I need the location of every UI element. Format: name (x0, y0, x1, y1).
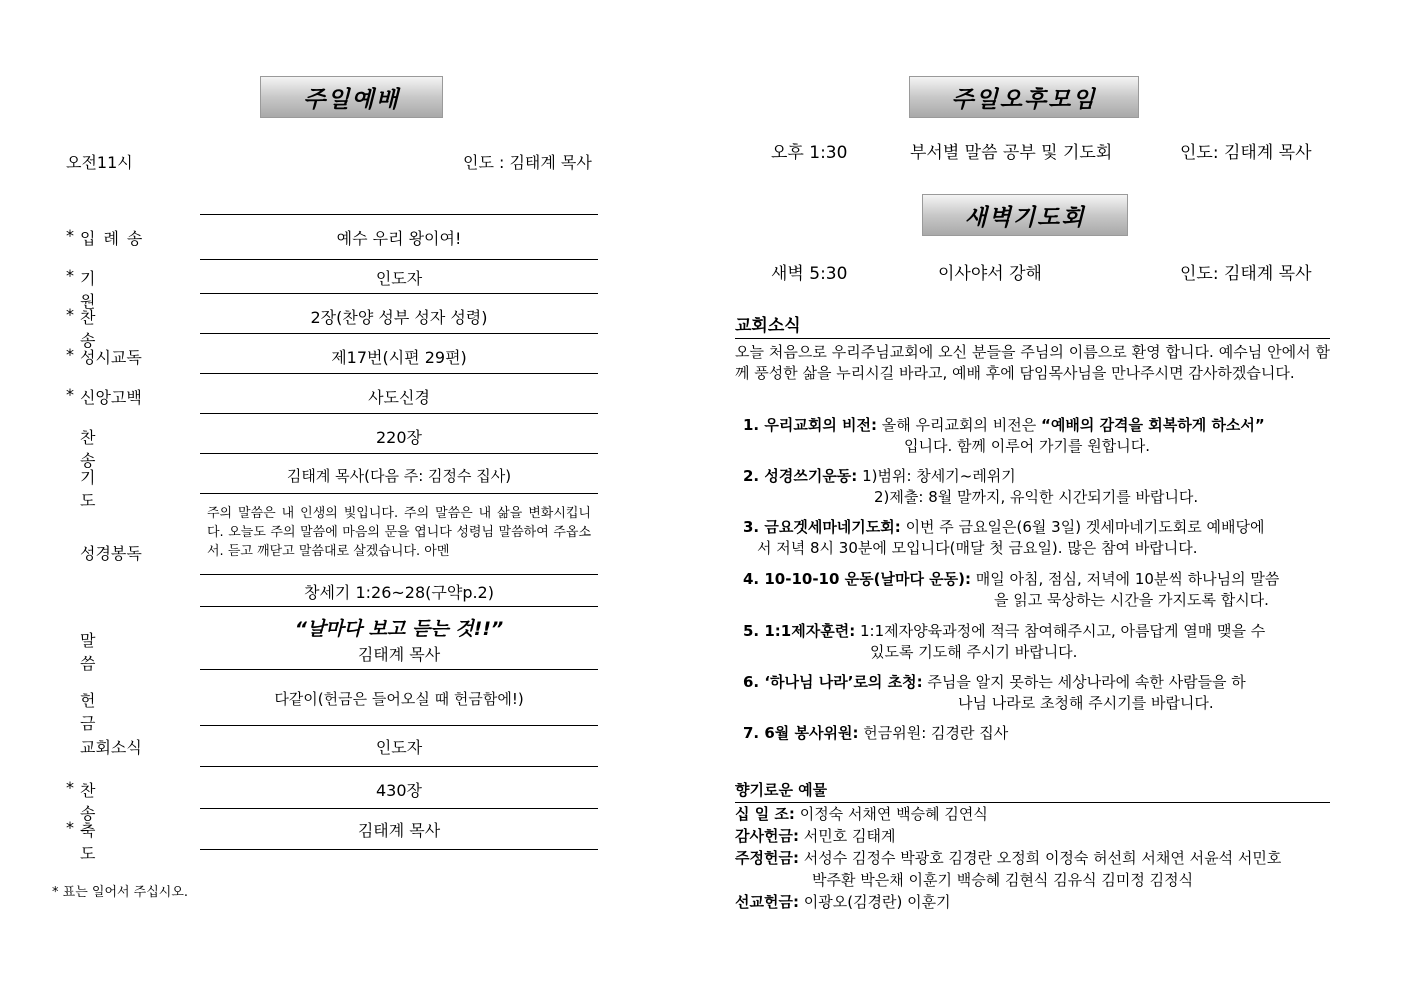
order-value: 인도자 (375, 269, 423, 288)
welcome-text: 오늘 처음으로 우리주님교회에 오신 분들을 주님의 이름으로 환영 합니다. 예수님 안에서 함께 풍성한 삶을 누리시길 바라고, 예배 후에 담임목사님을 만나주시면 감사하겠습니다. (735, 343, 1330, 382)
news-item: 1. 우리교회의 비전: 올해 우리교회의 비전은 “예배의 감격을 회복하게 하소서” 입니다. 함께 이루어 가기를 원합니다. (743, 416, 1265, 455)
divider (200, 849, 598, 850)
news-item: 3. 금요겟세마네기도회: 이번 주 금요일은(6월 3일) 겟세마네기도회로 예배당에 서 저녁 8시 30분에 모입니다(매달 첫 금요일). 많은 참여 바랍니다. (743, 518, 1265, 557)
divider (200, 725, 598, 726)
divider (200, 214, 598, 215)
divider (200, 259, 598, 260)
news-item: 5. 1:1제자훈련: 1:1제자양육과정에 적극 참여해주시고, 아름답게 열매 맺을 수 있도록 기도해 주시기 바랍니다. (743, 622, 1266, 661)
reading-passage: 창세기 1:26~28(구약p.2) (304, 583, 494, 602)
sermon-title: “날마다 보고 듣는 것!!” (294, 618, 504, 640)
order-value: 사도신경 (368, 388, 430, 407)
news-item: 6. ‘하나님 나라’로의 초청: 주님을 알지 못하는 세상나라에 속한 사람들을 하 나님 나라로 초청해 주시기를 바랍니다. (743, 673, 1246, 712)
divider (200, 453, 598, 454)
divider (200, 413, 598, 414)
sermon-preacher: 김태계 목사 (357, 645, 441, 664)
order-value: 220장 (376, 428, 422, 447)
afternoon-time: 오후 1:30 (771, 143, 848, 163)
divider (200, 574, 598, 575)
order-value: 예수 우리 왕이여! (336, 229, 462, 248)
hymn-value: 430장 (376, 781, 422, 800)
dawn-activity: 이사야서 강해 (938, 264, 1042, 284)
divider (200, 669, 598, 670)
news-item: 7. 6월 봉사위원: 헌금위원: 김경란 집사 (743, 724, 1009, 742)
order-value: 2장(찬양 성부 성자 성령) (310, 308, 488, 327)
divider (200, 808, 598, 809)
offering-row: 선교헌금: 이광오(김경란) 이훈기 (735, 893, 951, 911)
afternoon-activity: 부서별 말씀 공부 및 기도회 (910, 143, 1113, 163)
divider (200, 766, 598, 767)
divider (200, 333, 598, 334)
footnote: * 표는 일어서 주십시오. (52, 885, 189, 900)
divider (200, 373, 598, 374)
news-item: 4. 10-10-10 운동(날마다 운동): 매일 아침, 점심, 저녁에 10분씩 하나님의 말씀 을 읽고 묵상하는 시간을 가지도록 합시다. (743, 570, 1280, 609)
dawn-leader: 인도: 김태계 목사 (1180, 264, 1312, 284)
offering-row: 십 일 조: 이정숙 서채연 백승혜 김연식 (735, 805, 988, 823)
offerings-heading: 향기로운 예물 (735, 779, 1330, 803)
benediction-value: 김태계 목사 (357, 821, 441, 840)
divider (200, 493, 598, 494)
dawn-time: 새벽 5:30 (771, 264, 848, 284)
worship-leader: 인도 : 김태계 목사 (463, 153, 592, 172)
divider (200, 606, 598, 607)
afternoon-title: 주일오후모임 (909, 76, 1139, 118)
worship-time: 오전11시 (66, 153, 133, 172)
worship-title: 주일예배 (260, 76, 443, 118)
afternoon-leader: 인도: 김태계 목사 (1180, 143, 1312, 163)
dawn-title: 새벽기도회 (922, 194, 1128, 236)
divider (200, 293, 598, 294)
order-value: 제17번(시편 29편) (331, 348, 467, 367)
church-news-heading: 교회소식 (735, 311, 1330, 339)
news-value: 인도자 (375, 738, 423, 757)
news-item: 2. 성경쓰기운동: 1)범위: 창세기~레위기 2)제출: 8월 말까지, 유익한 시간되기를 바랍니다. (743, 467, 1199, 506)
offering-value: 다같이(헌금은 들어오실 때 헌금함에!) (274, 690, 524, 708)
reading-prayer: 주의 말씀은 내 인생의 빛입니다. 주의 말씀은 내 삶을 변화시킵니다. 오늘도 주의 말씀에 마음의 문을 엽니다 성령님 말씀하여 주옵소서. 듣고 깨닫고 말씀대로 살겠습니다. 아멘 (207, 506, 591, 559)
offering-row: 주정헌금: 서성수 김정수 박광호 김경란 오정희 이정숙 허선희 서채연 서윤석 서민호 박주환 박은채 이훈기 백승혜 김현식 김유식 김미정 김정식 (735, 849, 1282, 889)
offering-row: 감사헌금: 서민호 김태계 (735, 827, 896, 845)
order-value: 김태계 목사(다음 주: 김정수 집사) (286, 467, 512, 485)
